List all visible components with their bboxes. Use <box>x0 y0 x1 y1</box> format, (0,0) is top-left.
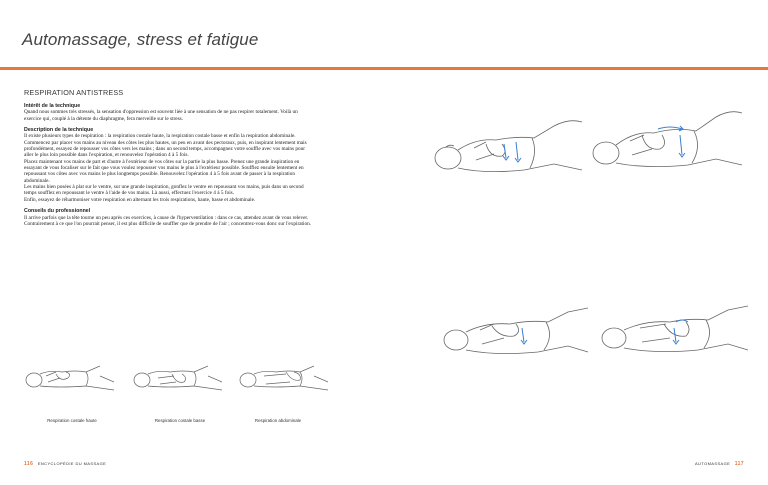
footer-left-label: ENCYCLOPÉDIE DU MASSAGE <box>37 461 107 466</box>
description-heading: Description de la technique <box>24 127 94 134</box>
description-paragraph: Il existe plusieurs types de respiration : la respiration costale haute, la respiration costale basse et enfin la respiration abdominale. <box>24 133 296 140</box>
caption-costale-basse: Respiration costale basse <box>154 418 206 423</box>
illustration-costale-haute <box>20 352 116 400</box>
description-paragraph: Enfin, essayez de réharmoniser votre respiration en alternant les trois respirations, haute, basse et abdominale. <box>24 196 256 203</box>
advice-paragraph: Il arrive parfois que la tête tourne un peu après ces exercices, à cause de l'hyperventilation : dans ce cas, attendez avant de vous relever. <box>24 214 309 221</box>
header-divider <box>0 67 768 70</box>
page-number-left: 116 <box>24 461 34 467</box>
caption-costale-haute: Respiration costale haute <box>47 418 97 423</box>
page-number-right: 117 <box>734 461 744 467</box>
illustration-abdominale <box>234 352 330 400</box>
description-paragraph: Commencez par placer vos mains au niveau des côtes les plus hautes, un peu en avant des pectoraux, puis, en inspirant lentement mais profondément, essayez de repousser vos côtes vers les mains ; dans un second temps, accompagnez votre souffle avec vos mains pour aller le plus loin possible dans l'expiration, et renouvelez l'opération 4 à 5 fois. <box>24 139 307 159</box>
body-text <box>24 103 312 232</box>
illustration-respiration-2 <box>584 105 744 185</box>
advice-paragraph: Contrairement à ce que l'on pourrait penser, il est plus difficile de souffler que de prendre de l'air ; concentrez-vous donc sur l'expiration. <box>24 220 312 227</box>
illustration-respiration-1 <box>424 108 584 188</box>
page-title: Automassage, stress et fatigue <box>22 30 259 49</box>
description-paragraph: Placez maintenant vos mains de part et d'autre à l'extérieur de vos côtes sur la partie la plus basse. Prenez une grande inspiration en essayant de vous focaliser sur le fait que vous voulez repousser vos mains le plus à l'extérieur possible. Soufflez ensuite lentement en repoussant vos côtes avec vos mains le plus longtemps possible. Renouvelez l'opération 4 à 5 fois avant de passer à la respiration abdominale. <box>24 158 304 184</box>
advice-heading: Conseils du professionnel <box>24 208 91 215</box>
caption-abdominale: Respiration abdominale <box>254 418 302 423</box>
intro-heading: Intérêt de la technique <box>24 103 81 109</box>
footer-right <box>695 461 744 467</box>
footer-left <box>24 461 106 467</box>
description-block <box>24 127 312 203</box>
intro-block <box>24 103 312 122</box>
advice-block <box>24 208 312 227</box>
section-title: RESPIRATION ANTISTRESS <box>24 88 124 97</box>
intro-text: Quand nous sommes très stressés, la sensation d'oppression est souvent liée à une sensation de ne pas respirer totalement. Voilà un exercice qui, couplé à la détente du diaphragme, fera merveille sur le stress. <box>24 109 298 122</box>
description-paragraph: Les mains bien posées à plat sur le ventre, sur une grande inspiration, gonflez le ventre en repoussant vos mains, puis dans un second temps soufflez en repoussant le ventre à l'aide de vos mains. Là aussi, effectuez l'exercice 4 à 5 fois. <box>24 184 304 197</box>
illustration-respiration-3 <box>430 300 590 370</box>
footer-right-label: AUTOMASSAGE <box>694 461 731 466</box>
illustration-costale-basse <box>128 352 224 400</box>
illustration-respiration-4 <box>590 298 750 368</box>
